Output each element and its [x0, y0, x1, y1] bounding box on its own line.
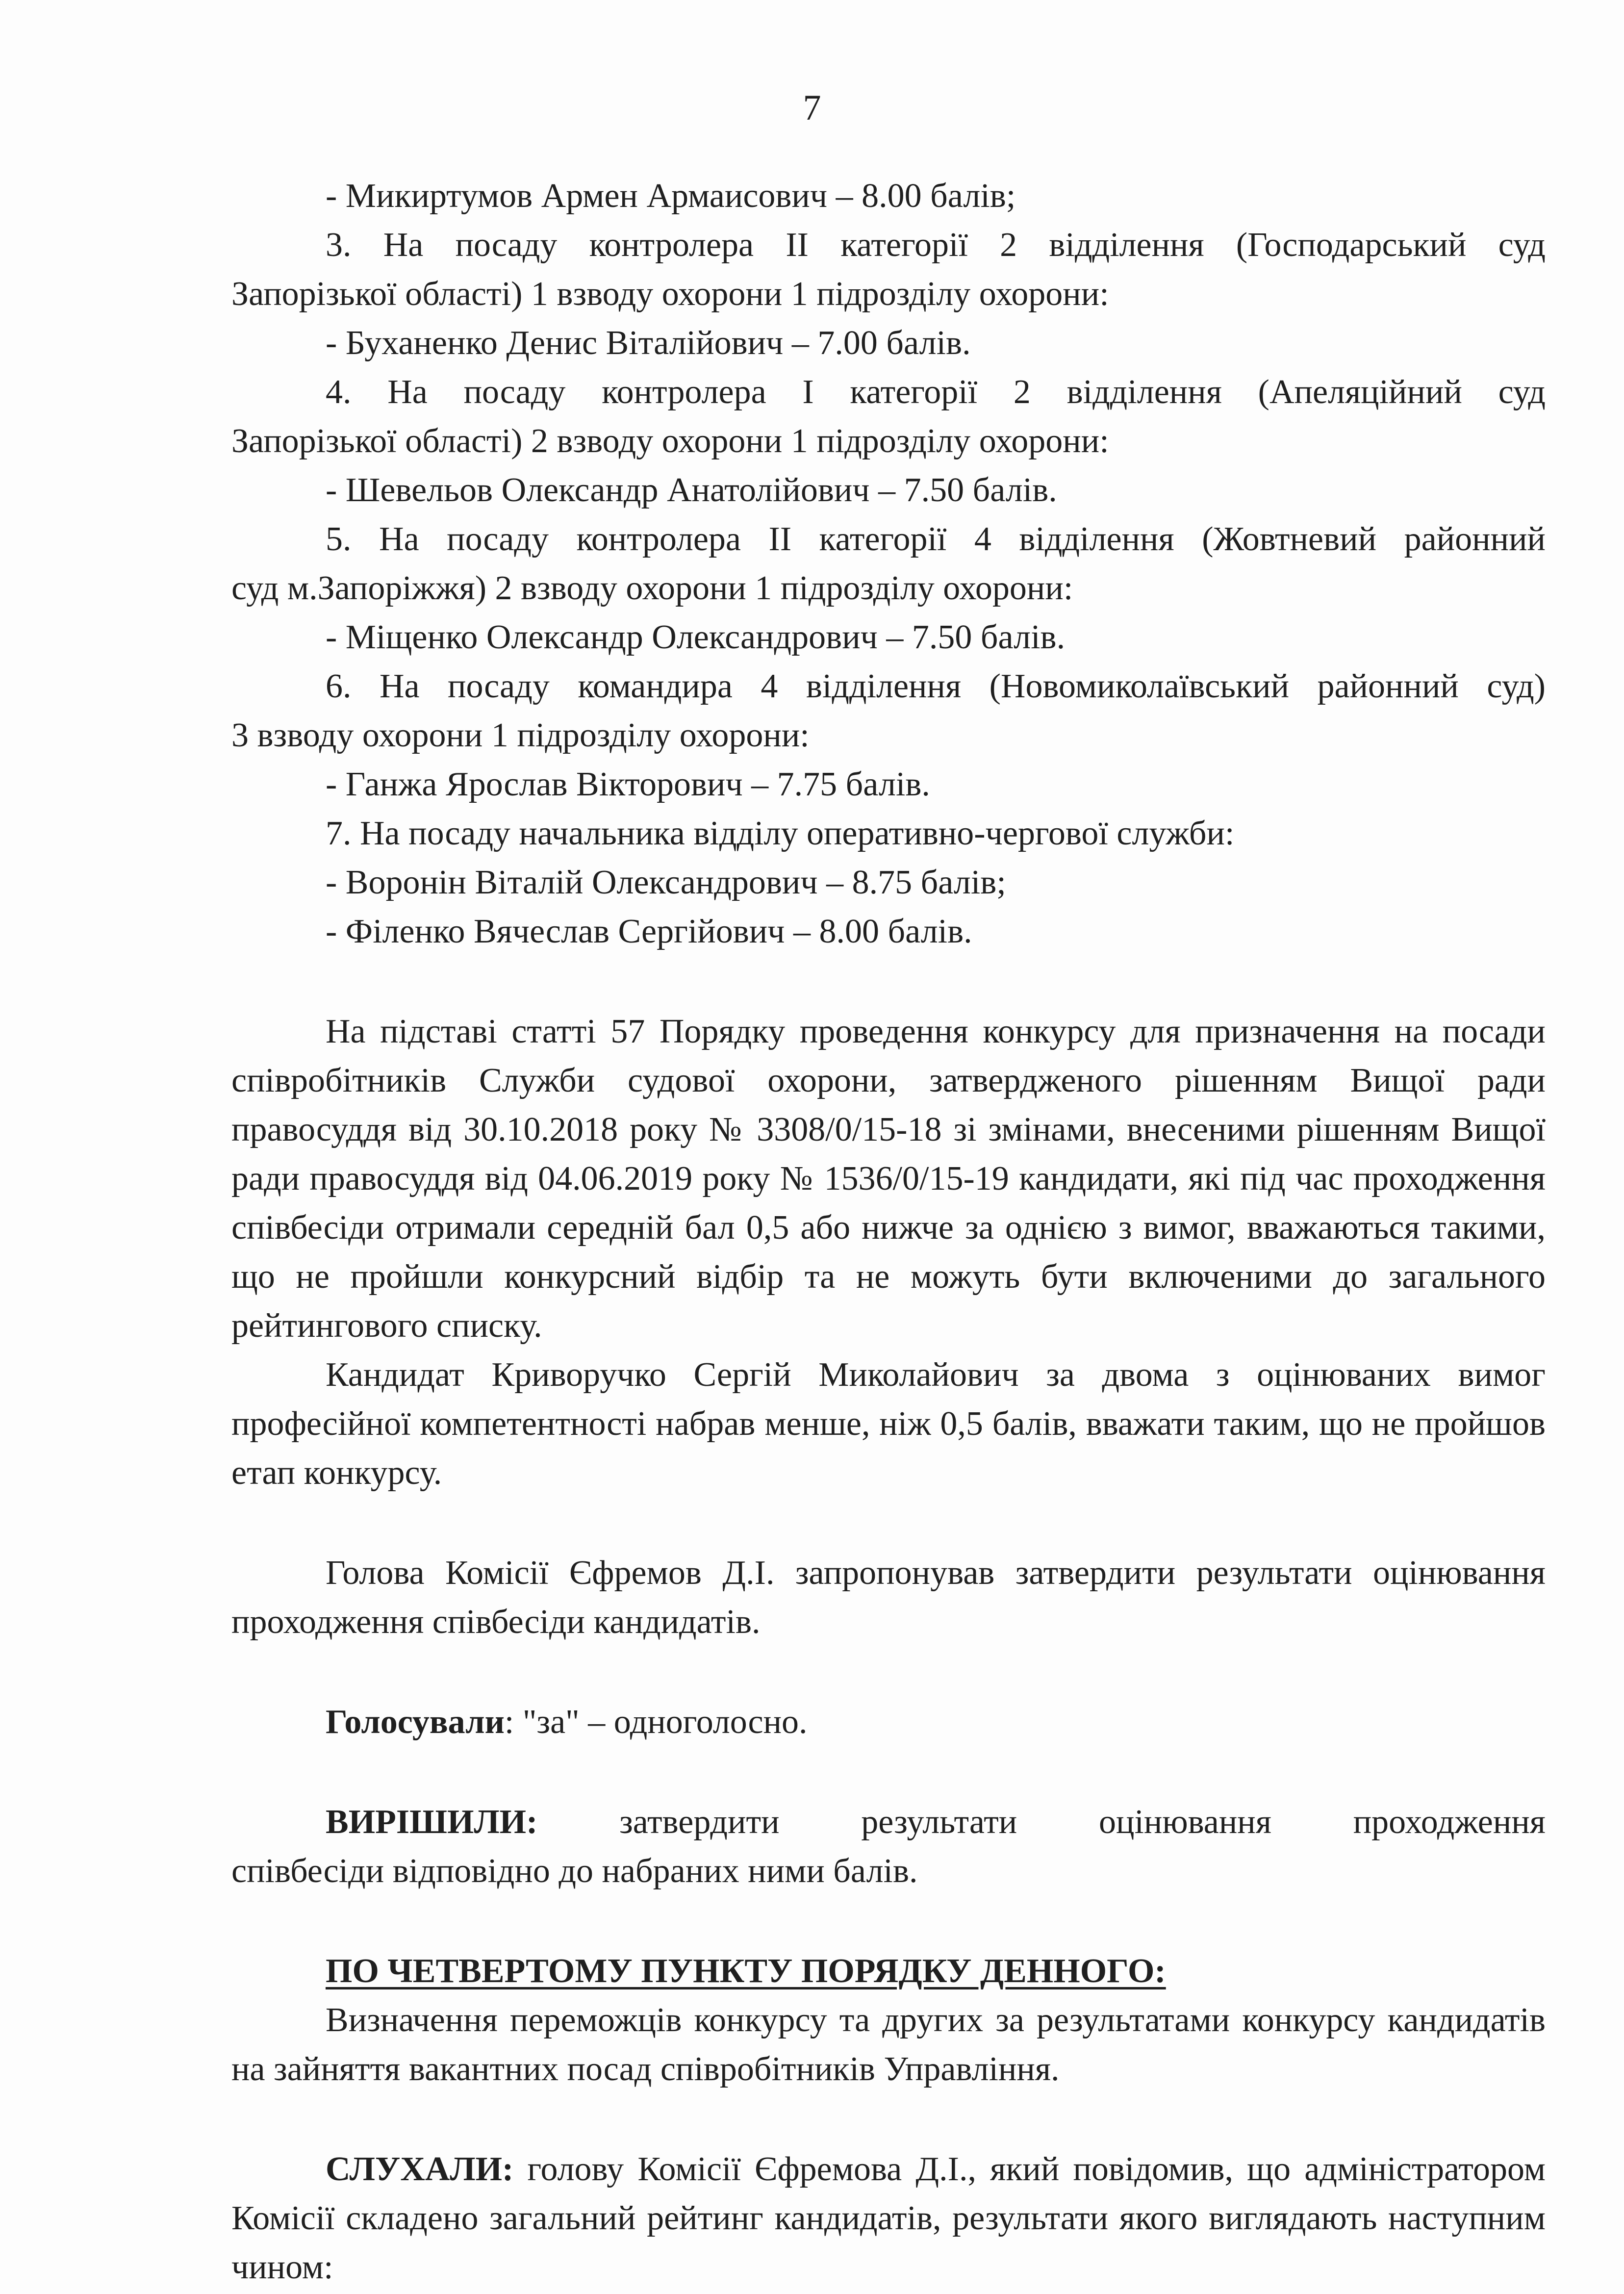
paragraph-candidate-excluded: Кандидат Криворучко Сергій Миколайович за двома з оцінюваних вимог професійної компетентності набрав менше, ніж 0,5 балів, вважати таким, що не пройшов етап конкурсу. [231, 1356, 1546, 1492]
candidate-line: - Шевельов Олександр Анатолійович – 7.50 балів. [326, 471, 1057, 509]
document-body [231, 172, 1546, 2292]
decision-row [231, 1798, 1546, 1847]
position-line: Запорізької області) 2 взводу охорони 1 підрозділу охорони: [231, 422, 1109, 460]
position-line: 5. На посаду контролера ІІ категорії 4 відділення (Жовтневий районний [326, 520, 1546, 558]
paragraph-article-57: На підставі статті 57 Порядку проведення конкурсу для призначення на посади співробітників Служби судової охорони, затвердженого рішенням Вищої ради правосуддя від 30.10.2018 року № 3308/0/15-18 зі змінами, внесеними рішенням Вищої ради правосуддя від 04.06.2019 року № 1536/0/15-19 кандидати, які під час проходження співбесіди отримали середній бал 0,5 або нижче за однією з вимог, вважаються такими, що не пройшли конкурсний відбір та не можуть бути включеними до загального рейтингового списку. [231, 1013, 1546, 1345]
candidate-line: - Ганжа Ярослав Вікторович – 7.75 балів. [326, 765, 930, 803]
vote-result [231, 1698, 1546, 1747]
decision-word: проходження [1353, 1803, 1546, 1841]
vote-label: Голосували [326, 1703, 505, 1741]
position-line: 6. На посаду командира 4 відділення (Новомиколаївський районний суд) [326, 667, 1546, 705]
paragraph-proposal: Голова Комісії Єфремов Д.І. запропонував затвердити результати оцінювання проходження співбесіди кандидатів. [231, 1554, 1546, 1641]
section-heading: ПО ЧЕТВЕРТОМУ ПУНКТУ ПОРЯДКУ ДЕННОГО: [326, 1952, 1166, 1990]
candidate-line: - Міщенко Олександр Олександрович – 7.50 балів. [326, 618, 1066, 656]
decision-word: затвердити [619, 1803, 780, 1841]
candidate-line: - Буханенко Денис Віталійович – 7.00 балів. [326, 324, 971, 362]
decision-word: оцінювання [1098, 1803, 1271, 1841]
candidate-line: - Філенко Вячеслав Сергійович – 8.00 балів. [326, 913, 972, 950]
page-number: 7 [803, 88, 821, 128]
position-line: суд м.Запоріжжя) 2 взводу охорони 1 підрозділу охорони: [231, 569, 1073, 607]
decision-word: результати [861, 1803, 1017, 1841]
position-line: 4. На посаду контролера І категорії 2 відділення (Апеляційний суд [326, 373, 1546, 411]
heard-text: голову Комісії Єфремова Д.І., який повідомив, що адміністратором Комісії складено загальний рейтинг кандидатів, результати якого виглядають наступним чином: [231, 2150, 1546, 2286]
position-line: 7. На посаду начальника відділу оперативно-чергової служби: [326, 815, 1235, 852]
heard-label: СЛУХАЛИ: [326, 2150, 514, 2188]
candidate-line: - Воронін Віталій Олександрович – 8.75 балів; [326, 864, 1006, 901]
candidate-line: - Микиртумов Армен Армаисович – 8.00 балів; [326, 177, 1016, 215]
position-line: 3 взводу охорони 1 підрозділу охорони: [231, 716, 810, 754]
decision-continuation: співбесіди відповідно до набраних ними балів. [231, 1852, 918, 1890]
decision-label: ВИРІШИЛИ: [326, 1803, 538, 1841]
position-line: Запорізької області) 1 взводу охорони 1 підрозділу охорони: [231, 275, 1109, 313]
paragraph-heard [231, 2145, 1546, 2292]
paragraph-agenda: Визначення переможців конкурсу та других за результатами конкурсу кандидатів на зайняття вакантних посад співробітників Управління. [231, 2001, 1546, 2088]
vote-text: : "за" – одноголосно. [504, 1703, 808, 1741]
position-line: 3. На посаду контролера ІІ категорії 2 відділення (Господарський суд [326, 226, 1546, 264]
